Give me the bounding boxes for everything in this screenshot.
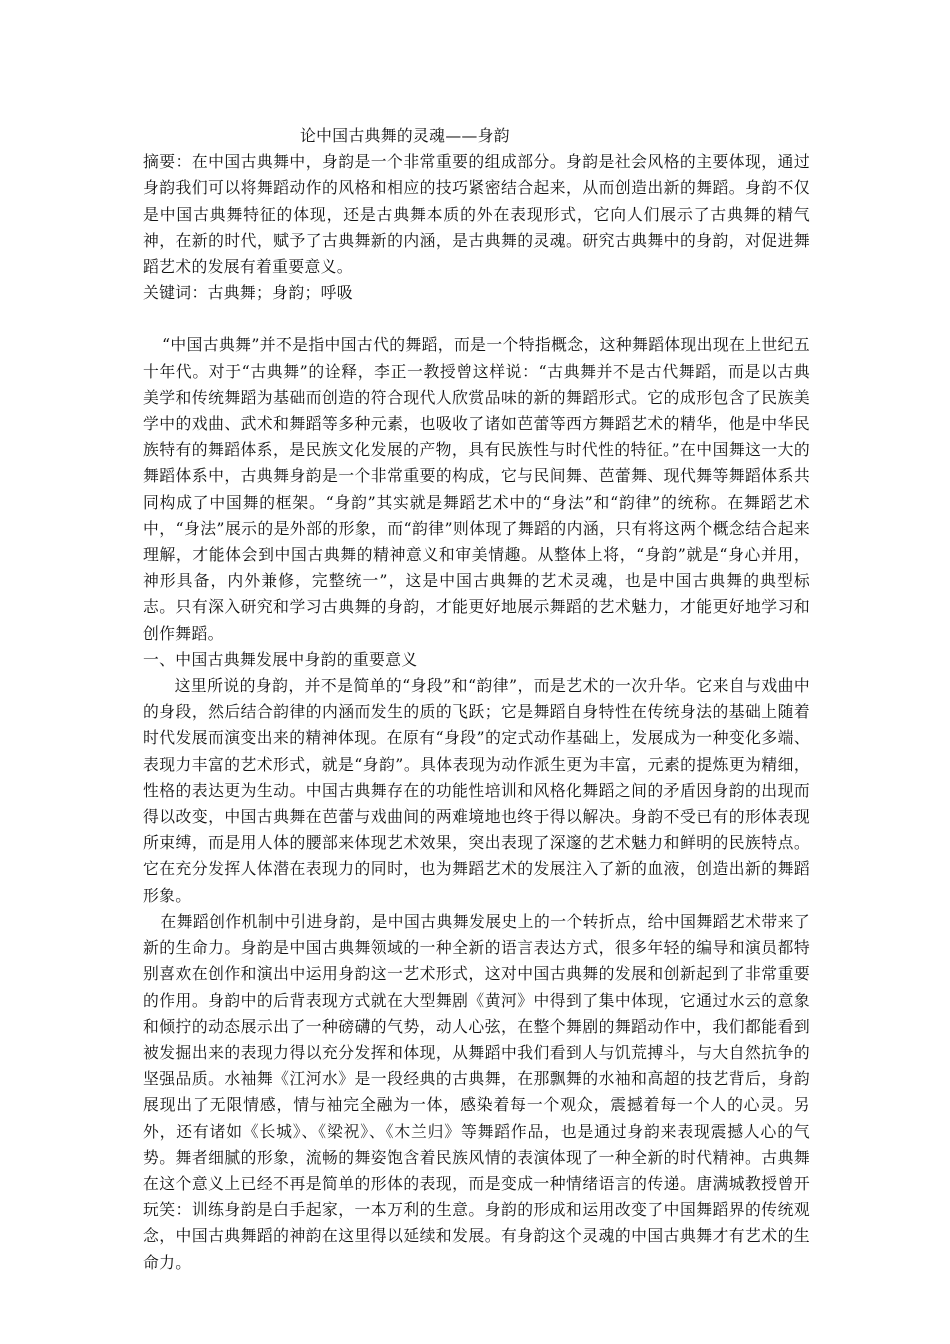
keywords-line: [143, 280, 810, 306]
abstract-paragraph: [143, 149, 810, 280]
abstract-label: 摘要：: [143, 152, 192, 172]
intro-paragraph: “中国古典舞”并不是指中国古代的舞蹈，而是一个特指概念，这种舞蹈体现出现在上世纪五十年代。对于“古典舞”的诠释，李正一教授曾这样说：“古典舞并不是古代舞蹈，而是以古典美学和传统舞蹈为基础而创造的符合现代人欣赏品味的新的舞蹈形式。它的成形包含了民族美学中的戏曲、武术和舞蹈等多种元素，也吸收了诸如芭蕾等西方舞蹈艺术的精华，他是中华民族特有的舞蹈体系，是民族文化发展的产物，具有民族性与时代性的特征。”在中国舞这一大的舞蹈体系中，古典舞身韵是一个非常重要的构成，它与民间舞、芭蕾舞、现代舞等舞蹈体系共同构成了中国舞的框架。“身韵”其实就是舞蹈艺术中的“身法”和“韵律”的统称。在舞蹈艺术中，“身法”展示的是外部的形象，而“韵律”则体现了舞蹈的内涵，只有将这两个概念结合起来理解，才能体会到中国古典舞的精神意义和审美情趣。从整体上将，“身韵”就是“身心并用，神形具备，内外兼修，完整统一”，这是中国古典舞的艺术灵魂，也是中国古典舞的典型标志。只有深入研究和学习古典舞的身韵，才能更好地展示舞蹈的艺术魅力，才能更好地学习和创作舞蹈。: [143, 335, 810, 643]
section-1-paragraph-1: 这里所说的身韵，并不是简单的“身段”和“韵律”，而是艺术的一次升华。它来自与戏曲中的身段，然后结合韵律的内涵而发生的质的飞跃；它是舞蹈自身特性在传统身法的基础上随着时代发展而演变出来的精神体现。在原有“身段”的定式动作基础上，发展成为一种变化多端、表现力丰富的艺术形式，就是“身韵”。具体表现为动作派生更为丰富，元素的提炼更为精细，性格的表达更为生动。中国古典舞存在的功能性培训和风格化舞蹈之间的矛盾因身韵的出现而得以改变，中国古典舞在芭蕾与戏曲间的两难境地也终于得以解决。身韵不受已有的形体表现所束缚，而是用人体的腰部来体现艺术效果，突出表现了深邃的艺术魅力和鲜明的民族特点。它在充分发挥人体潜在表现力的同时，也为舞蹈艺术的发展注入了新的血液，创造出新的舞蹈形象。: [143, 676, 810, 905]
abstract-text: 在中国古典舞中，身韵是一个非常重要的组成部分。身韵是社会风格的主要体现，通过身韵我们可以将舞蹈动作的风格和相应的技巧紧密结合起来，从而创造出新的舞蹈。身韵不仅是中国古典舞特征的体现，还是古典舞本质的外在表现形式，它向人们展示了古典舞的精气神，在新的时代，赋予了古典舞新的内涵，是古典舞的灵魂。研究古典舞中的身韵，对促进舞蹈艺术的发展有着重要意义。: [143, 152, 810, 277]
keywords-text: 古典舞；身韵；呼吸: [207, 283, 353, 303]
document-title: 论中国古典舞的灵魂——身韵: [300, 126, 510, 145]
section-1-paragraph-2: 在舞蹈创作机制中引进身韵，是中国古典舞发展史上的一个转折点，给中国舞蹈艺术带来了新的生命力。身韵是中国古典舞领域的一种全新的语言表达方式，很多年轻的编导和演员都特别喜欢在创作和演出中运用身韵这一艺术形式，这对中国古典舞的发展和创新起到了非常重要的作用。身韵中的后背表现方式就在大型舞剧《黄河》中得到了集中体现，它通过水云的意象和倾拧的动态展示出了一种磅礴的气势，动人心弦，在整个舞剧的舞蹈动作中，我们都能看到被发掘出来的表现力得以充分发挥和体现，从舞蹈中我们看到人与饥荒搏斗，与大自然抗争的坚强品质。水袖舞《江河水》是一段经典的古典舞，在那飘舞的水袖和高超的技艺背后，身韵展现出了无限情感，情与袖完全融为一体，感染着每一个观众，震撼着每一个人的心灵。另外，还有诸如《长城》、《梁祝》、《木兰归》等舞蹈作品，也是通过身韵来表现震撼人心的气势。舞者细腻的形象，流畅的舞姿饱含着民族风情的表演体现了一种全新的时代精神。古典舞在这个意义上已经不再是简单的形体的表现，而是变成一种情绪语言的传递。唐满城教授曾开玩笑：训练身韵是白手起家，一本万利的生意。身韵的形成和运用改变了中国舞蹈界的传统观念，中国古典舞蹈的神韵在这里得以延续和发展。有身韵这个灵魂的中国古典舞才有艺术的生命力。: [143, 911, 810, 1272]
document-content: [143, 123, 810, 1276]
section-1-heading: 一、中国古典舞发展中身韵的重要意义: [143, 649, 418, 669]
keywords-label: 关键词：: [143, 283, 208, 303]
